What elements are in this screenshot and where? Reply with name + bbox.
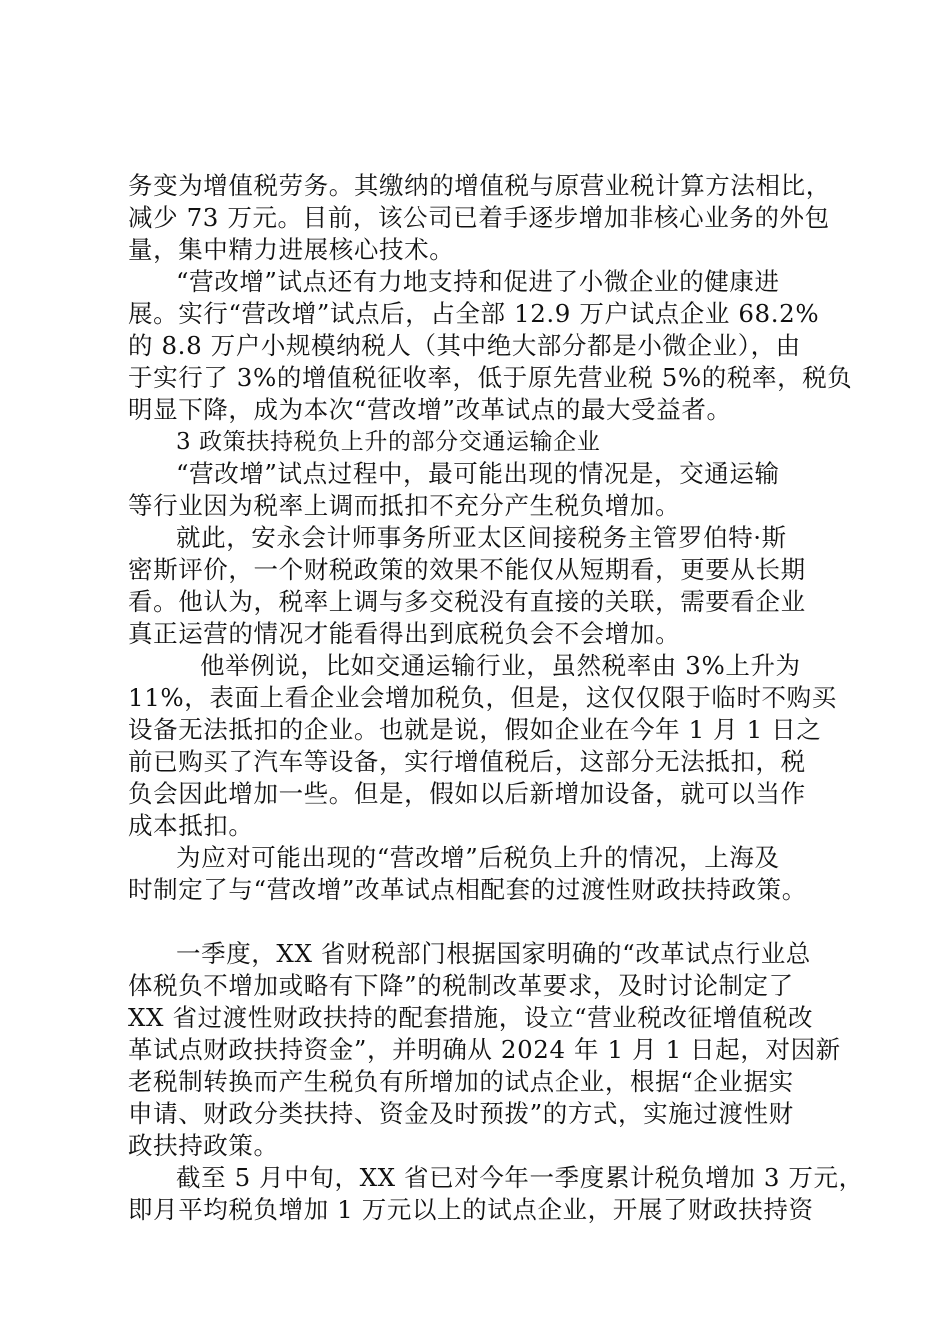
paragraph-example [128,650,838,842]
text-line: 他举例说，比如交通运输行业，虽然税率由 3%上升为 [200,651,801,680]
blank-line [128,906,838,938]
text-line: 等行业因为税率上调而抵扣不充分产生税负增加。 [128,491,681,520]
paragraph-may-support [128,1162,864,1226]
text-line: 11%，表面上看企业会增加税负，但是，这仅仅限于临时不购买 [128,683,837,712]
text-line: 老税制转换而产生税负有所增加的试点企业，根据“企业据实 [128,1067,794,1096]
text-line: 就此，安永会计师事务所亚太区间接税务主管罗伯特·斯 [176,523,787,552]
text-line: 的 8.8 万户小规模纳税人（其中绝大部分都是小微企业），由 [128,331,801,360]
text-line: 政扶持政策。 [128,1131,279,1160]
text-line: 务变为增值税劳务。其缴纳的增值税与原营业税计算方法相比， [128,171,831,200]
text-line: 减少 73 万元。目前，该公司已着手逐步增加非核心业务的外包 [128,203,830,232]
text-line: 设备无法抵扣的企业。也就是说，假如企业在今年 1 月 1 日之 [128,715,822,744]
text-line: 明显下降，成为本次“营改增”改革试点的最大受益者。 [128,395,732,424]
text-line: 真正运营的情况才能看得出到底税负会不会增加。 [128,619,681,648]
text-line: 一季度，XX 省财税部门根据国家明确的“改革试点行业总 [176,939,811,968]
text-line: 量，集中精力进展核心技术。 [128,235,455,264]
text-line: 截至 5 月中旬，XX 省已对今年一季度累计税负增加 3 万元， [176,1163,864,1192]
text-line: 体税负不增加或略有下降”的税制改革要求，及时讨论制定了 [128,971,794,1000]
text-line: 为应对可能出现的“营改增”后税负上升的情况，上海及 [176,843,780,872]
paragraph-continuation [128,170,838,266]
text-line: 申请、财政分类扶持、资金及时预拨”的方式，实施过渡性财 [128,1099,794,1128]
document-page [128,170,864,1226]
text-line: 密斯评价，一个财税政策的效果不能仅从短期看，更要从长期 [128,555,806,584]
text-line: XX 省过渡性财政扶持的配套措施，设立“营业税改征增值税改 [128,1003,814,1032]
text-line: 于实行了 3%的增值税征收率，低于原先营业税 5%的税率，税负 [128,363,853,392]
paragraph-shanghai-policy [128,842,838,906]
text-line: “营改增”试点过程中，最可能出现的情况是，交通运输 [176,459,780,488]
text-line: 革试点财政扶持资金”，并明确从 2024 年 1 月 1 日起，对因新 [128,1035,841,1064]
text-line: 看。他认为，税率上调与多交税没有直接的关联，需要看企业 [128,587,806,616]
paragraph-small-enterprises [128,266,853,426]
text-line: 展。实行“营改增”试点后，占全部 12.9 万户试点企业 68.2% [128,299,820,328]
paragraph-ey-comment [128,522,838,650]
section-heading: 3 政策扶持税负上升的部分交通运输企业 [176,429,601,455]
text-line: 时制定了与“营改增”改革试点相配套的过渡性财政扶持政策。 [128,875,807,904]
text-line: 负会因此增加一些。但是，假如以后新增加设备，就可以当作 [128,779,806,808]
text-line: 即月平均税负增加 1 万元以上的试点企业，开展了财政扶持资 [128,1195,814,1224]
text-line: “营改增”试点还有力地支持和促进了小微企业的健康进 [176,267,780,296]
paragraph-pilot-process [128,458,838,522]
paragraph-first-quarter [128,938,841,1162]
text-line: 成本抵扣。 [128,811,254,840]
text-line: 前已购买了汽车等设备，实行增值税后，这部分无法抵扣，税 [128,747,806,776]
